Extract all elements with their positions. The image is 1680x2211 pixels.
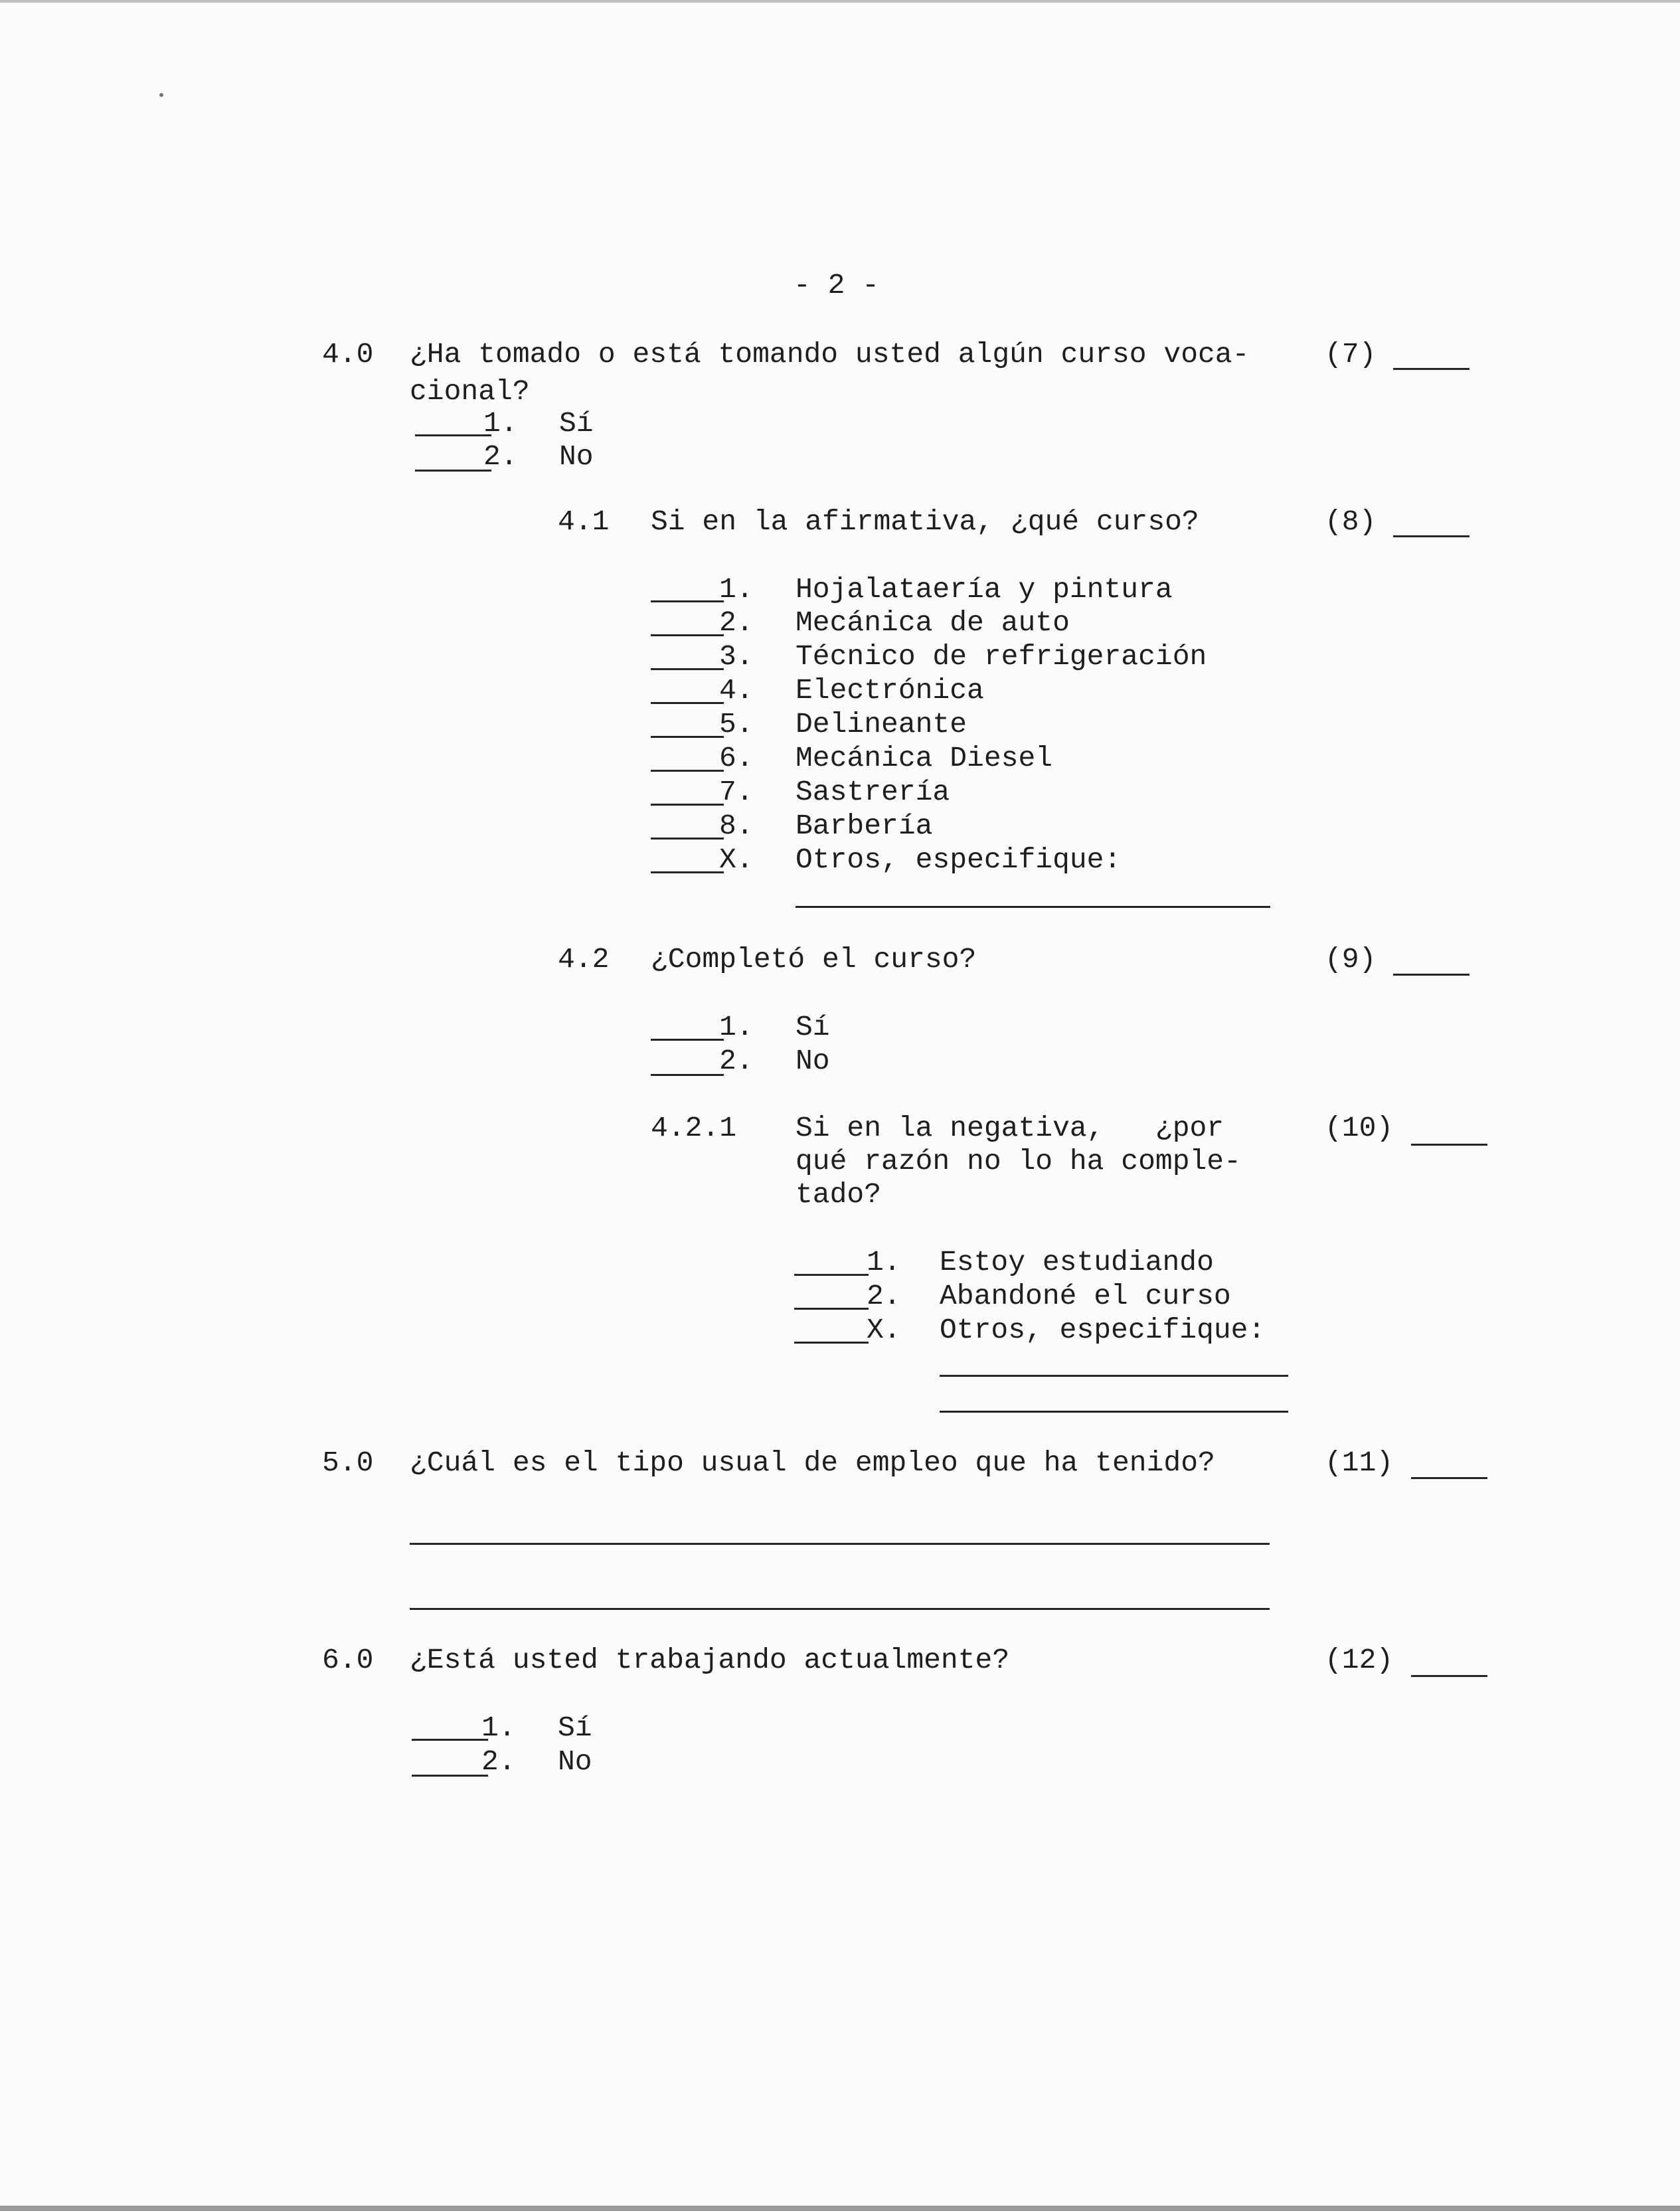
question-text-line-1: ¿Ha tomado o está tomando usted algún curso voca- — [410, 338, 1250, 371]
answer-text-line[interactable] — [410, 1608, 1270, 1610]
page-number: - 2 - — [794, 269, 880, 302]
option-number: 1. — [719, 573, 754, 606]
option-label: Electrónica — [796, 674, 984, 707]
specify-text-field[interactable] — [796, 906, 1270, 908]
option-number: 4. — [719, 674, 754, 707]
option-label: No — [559, 440, 594, 473]
option-label: Sí — [796, 1011, 830, 1043]
question-text-line-1: ¿Está usted trabajando actualmente? — [410, 1644, 1010, 1676]
option-number: 7. — [719, 776, 754, 808]
question-number: 4.1 — [558, 505, 610, 538]
question-text-line-1: ¿Completó el curso? — [651, 943, 977, 976]
option-checkbox-blank[interactable] — [651, 838, 724, 840]
option-checkbox-blank[interactable] — [651, 634, 724, 636]
option-checkbox-blank[interactable] — [412, 1775, 488, 1777]
option-number: 1. — [867, 1246, 901, 1279]
question-text-line-2: qué razón no lo ha comple- — [796, 1145, 1241, 1178]
option-checkbox-blank[interactable] — [651, 702, 724, 704]
option-label: Otros, especifique: — [940, 1314, 1266, 1346]
code-entry-field[interactable] — [1393, 368, 1470, 370]
option-label: Sí — [558, 1712, 592, 1744]
code-entry-field[interactable] — [1393, 974, 1470, 976]
option-label: Sí — [559, 407, 594, 440]
question-number: 5.0 — [322, 1447, 374, 1479]
option-number: 1. — [481, 1712, 516, 1744]
option-number: 3. — [719, 640, 754, 673]
option-checkbox-blank[interactable] — [651, 1074, 724, 1076]
option-label: No — [796, 1045, 830, 1077]
option-label: Mecánica de auto — [796, 606, 1070, 639]
question-code: (9) — [1325, 943, 1377, 976]
option-number: 2. — [719, 606, 754, 639]
option-checkbox-blank[interactable] — [794, 1274, 869, 1276]
option-number: 2. — [867, 1280, 901, 1312]
option-number: 2. — [483, 440, 518, 473]
option-label: No — [558, 1745, 592, 1778]
question-code: (8) — [1325, 505, 1377, 538]
question-text-line-2: cional? — [410, 375, 530, 408]
option-number: 6. — [719, 742, 754, 774]
scan-bottom-edge — [0, 2206, 1680, 2211]
question-code: (10) — [1325, 1112, 1394, 1144]
option-checkbox-blank[interactable] — [415, 470, 491, 472]
question-number: 4.2 — [558, 943, 610, 976]
question-number: 4.2.1 — [651, 1112, 737, 1144]
code-entry-field[interactable] — [1411, 1144, 1487, 1146]
option-number: 1. — [483, 407, 518, 440]
question-text-line-1: Si en la negativa, ¿por — [796, 1112, 1224, 1144]
option-checkbox-blank[interactable] — [412, 1739, 488, 1741]
option-checkbox-blank[interactable] — [651, 668, 724, 670]
option-number: 5. — [719, 708, 754, 741]
code-entry-field[interactable] — [1411, 1675, 1487, 1677]
option-number: 2. — [481, 1745, 516, 1778]
option-label: Abandoné el curso — [940, 1280, 1231, 1312]
question-text-line-3: tado? — [796, 1178, 882, 1211]
option-checkbox-blank[interactable] — [651, 1039, 724, 1041]
question-code: (7) — [1325, 338, 1377, 371]
code-entry-field[interactable] — [1411, 1477, 1487, 1479]
option-label: Sastrería — [796, 776, 950, 808]
option-label: Hojalataería y pintura — [796, 573, 1173, 606]
option-number: X. — [719, 843, 754, 876]
option-label: Otros, especifique: — [796, 843, 1122, 876]
option-label: Delineante — [796, 708, 967, 741]
option-checkbox-blank[interactable] — [794, 1342, 869, 1344]
specify-text-field[interactable] — [940, 1411, 1288, 1413]
option-checkbox-blank[interactable] — [651, 736, 724, 738]
scan-speck — [159, 93, 163, 97]
option-label: Barbería — [796, 810, 933, 842]
option-checkbox-blank[interactable] — [651, 770, 724, 772]
option-label: Estoy estudiando — [940, 1246, 1214, 1279]
option-checkbox-blank[interactable] — [794, 1308, 869, 1310]
answer-text-line[interactable] — [410, 1543, 1270, 1545]
question-number: 4.0 — [322, 338, 374, 371]
code-entry-field[interactable] — [1393, 535, 1470, 537]
question-text-line-1: Si en la afirmativa, ¿qué curso? — [651, 505, 1199, 538]
option-checkbox-blank[interactable] — [651, 600, 724, 602]
option-number: 1. — [719, 1011, 754, 1043]
question-code: (11) — [1325, 1447, 1394, 1479]
option-checkbox-blank[interactable] — [415, 434, 491, 436]
specify-text-field[interactable] — [940, 1375, 1288, 1377]
option-label: Técnico de refrigeración — [796, 640, 1207, 673]
option-label: Mecánica Diesel — [796, 742, 1053, 774]
question-text-line-1: ¿Cuál es el tipo usual de empleo que ha tenido? — [410, 1447, 1215, 1479]
scan-top-edge — [0, 0, 1680, 3]
question-code: (12) — [1325, 1644, 1394, 1676]
option-checkbox-blank[interactable] — [651, 804, 724, 806]
question-number: 6.0 — [322, 1644, 374, 1676]
option-checkbox-blank[interactable] — [651, 871, 724, 873]
option-number: X. — [867, 1314, 901, 1346]
option-number: 2. — [719, 1045, 754, 1077]
option-number: 8. — [719, 810, 754, 842]
